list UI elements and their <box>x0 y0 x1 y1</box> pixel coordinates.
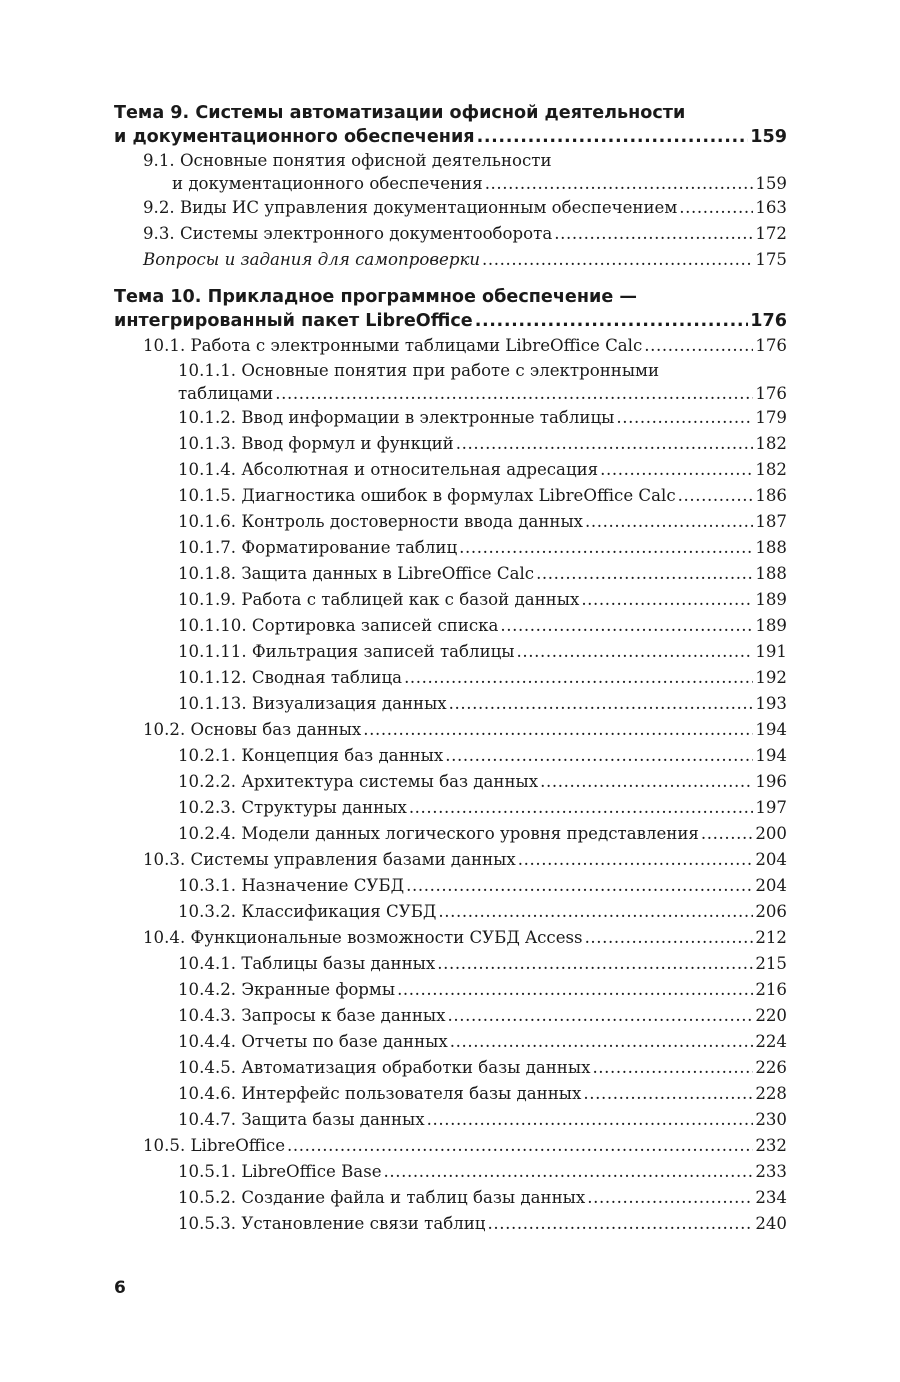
dot-leader <box>587 1185 753 1211</box>
toc-entry-10-4-4 <box>114 1029 787 1055</box>
toc-entry-9-questions <box>114 247 787 273</box>
toc-entry-9-3 <box>114 221 787 247</box>
entry-title: 10.3.2. Классификация СУБД <box>178 902 437 921</box>
toc-entry-10-2-2 <box>114 769 787 795</box>
dot-leader <box>500 613 753 639</box>
dot-leader <box>459 535 753 561</box>
entry-title: 10.2. Основы баз данных <box>143 720 362 739</box>
toc-entry-10-1-11 <box>114 639 787 665</box>
page-ref: 163 <box>755 198 787 217</box>
entry-title: 10.2.4. Модели данных логического уровня представления <box>178 824 699 843</box>
page-ref: 189 <box>755 616 787 635</box>
entry-title: 10.1.13. Визуализация данных <box>178 694 447 713</box>
page-ref: 224 <box>755 1032 787 1051</box>
entry-title: 9.3. Системы электронного документооборота <box>143 224 553 243</box>
topic-title-line1: Тема 10. Прикладное программное обеспечение — <box>114 287 637 307</box>
page-ref: 191 <box>755 642 787 661</box>
dot-leader <box>554 221 753 247</box>
toc-entry-10-1 <box>114 333 787 359</box>
dot-leader <box>456 431 754 457</box>
dot-leader <box>397 977 753 1003</box>
toc-entry-10-2-1 <box>114 743 787 769</box>
toc-entry-10-1-6 <box>114 509 787 535</box>
toc-entry-10-1-5 <box>114 483 787 509</box>
entry-title: 10.1.8. Защита данных в LibreOffice Calc <box>178 564 535 583</box>
page-ref: 193 <box>755 694 787 713</box>
page-ref: 196 <box>755 772 787 791</box>
page-ref: 215 <box>755 954 787 973</box>
entry-title: 10.2.1. Концепция баз данных <box>178 746 444 765</box>
dot-leader <box>678 483 754 509</box>
page-ref: 189 <box>755 590 787 609</box>
entry-title: 10.1.12. Сводная таблица <box>178 668 403 687</box>
dot-leader <box>592 1055 753 1081</box>
dot-leader <box>600 457 753 483</box>
toc-entry-10-3-2 <box>114 899 787 925</box>
page-ref: 176 <box>755 384 787 403</box>
dot-leader <box>583 1081 753 1107</box>
dot-leader <box>450 1029 754 1055</box>
toc-entry-10-1-8 <box>114 561 787 587</box>
dot-leader <box>437 951 753 977</box>
dot-leader <box>363 717 753 743</box>
toc-entry-10-5-2 <box>114 1185 787 1211</box>
dot-leader <box>477 125 749 149</box>
page-ref: 200 <box>755 824 787 843</box>
toc-entry-10-3-1 <box>114 873 787 899</box>
entry-title: 10.4.4. Отчеты по базе данных <box>178 1032 448 1051</box>
entry-title-line2: таблицами <box>178 384 274 403</box>
toc-entry-10-1-2 <box>114 405 787 431</box>
dot-leader <box>701 821 753 847</box>
entry-title: 10.1.3. Ввод формул и функций <box>178 434 454 453</box>
toc-entry-10-1-9 <box>114 587 787 613</box>
toc-entry-10-4-7 <box>114 1107 787 1133</box>
page-ref: 197 <box>755 798 787 817</box>
entry-title-line1: 9.1. Основные понятия офисной деятельности <box>143 151 552 170</box>
topic-title-line1: Тема 9. Системы автоматизации офисной деятельности <box>114 103 686 123</box>
table-of-contents <box>114 98 787 1237</box>
dot-leader <box>445 743 753 769</box>
page-ref: 175 <box>755 250 787 269</box>
dot-leader <box>485 172 754 195</box>
entry-title: 10.2.3. Структуры данных <box>178 798 407 817</box>
dot-leader <box>679 195 753 221</box>
entry-title: 10.4.6. Интерфейс пользователя базы данных <box>178 1084 582 1103</box>
entry-title-line1: 10.1.1. Основные понятия при работе с электронными <box>178 361 660 380</box>
page-ref: 232 <box>755 1136 787 1155</box>
dot-leader <box>536 561 753 587</box>
dot-leader <box>404 665 753 691</box>
entry-title: Вопросы и задания для самопроверки <box>143 250 481 269</box>
entry-title: 10.4. Функциональные возможности СУБД Access <box>143 928 583 947</box>
toc-entry-10-1-12 <box>114 665 787 691</box>
entry-title: 10.1.5. Диагностика ошибок в формулах LibreOffice Calc <box>178 486 676 505</box>
toc-entry-10-2-4 <box>114 821 787 847</box>
toc-entry-10-1-4 <box>114 457 787 483</box>
entry-title: 10.1.9. Работа с таблицей как с базой данных <box>178 590 580 609</box>
dot-leader <box>275 382 753 405</box>
entry-title: 10.1.7. Форматирование таблиц <box>178 538 458 557</box>
page-ref: 216 <box>755 980 787 999</box>
dot-leader <box>447 1003 753 1029</box>
entry-title: 10.5. LibreOffice <box>143 1136 286 1155</box>
entry-title: 10.1. Работа с электронными таблицами LibreOffice Calc <box>143 336 643 355</box>
page-ref: 234 <box>755 1188 787 1207</box>
dot-leader <box>518 847 754 873</box>
dot-leader <box>449 691 754 717</box>
toc-entry-10-5 <box>114 1133 787 1159</box>
dot-leader <box>482 247 753 273</box>
entry-title: 10.1.2. Ввод информации в электронные таблицы <box>178 408 615 427</box>
page-number: 6 <box>114 1278 126 1298</box>
toc-topic-9 <box>114 101 787 149</box>
entry-title: 10.1.11. Фильтрация записей таблицы <box>178 642 515 661</box>
page-ref: 206 <box>755 902 787 921</box>
toc-entry-10-1-13 <box>114 691 787 717</box>
toc-entry-10-1-1 <box>114 359 787 405</box>
dot-leader <box>409 795 754 821</box>
toc-entry-10-5-3 <box>114 1211 787 1237</box>
page-ref: 176 <box>750 311 787 331</box>
page-ref: 182 <box>755 434 787 453</box>
toc-entry-10-3 <box>114 847 787 873</box>
page-ref: 226 <box>755 1058 787 1077</box>
toc-entry-10-1-10 <box>114 613 787 639</box>
entry-title: 10.3.1. Назначение СУБД <box>178 876 405 895</box>
dot-leader <box>581 587 753 613</box>
dot-leader <box>487 1211 753 1237</box>
toc-entry-10-4-2 <box>114 977 787 1003</box>
entry-title-line2: и документационного обеспечения <box>172 174 483 193</box>
topic-title-line2: и документационного обеспечения <box>114 127 475 147</box>
entry-title: 10.4.2. Экранные формы <box>178 980 396 999</box>
page-ref: 220 <box>755 1006 787 1025</box>
entry-title: 10.1.6. Контроль достоверности ввода данных <box>178 512 584 531</box>
toc-entry-10-5-1 <box>114 1159 787 1185</box>
dot-leader <box>616 405 753 431</box>
entry-title: 10.5.2. Создание файла и таблиц базы данных <box>178 1188 586 1207</box>
page-ref: 212 <box>755 928 787 947</box>
dot-leader <box>475 309 749 333</box>
page-ref: 187 <box>755 512 787 531</box>
toc-entry-10-4 <box>114 925 787 951</box>
entry-title: 10.4.5. Автоматизация обработки базы данных <box>178 1058 591 1077</box>
entry-title: 10.4.3. Запросы к базе данных <box>178 1006 446 1025</box>
page-ref: 159 <box>750 127 787 147</box>
toc-topic-10 <box>114 285 787 333</box>
toc-entry-10-4-1 <box>114 951 787 977</box>
page-ref: 228 <box>755 1084 787 1103</box>
page-ref: 230 <box>755 1110 787 1129</box>
toc-entry-9-2 <box>114 195 787 221</box>
page-ref: 194 <box>755 746 787 765</box>
dot-leader <box>585 925 754 951</box>
page-ref: 186 <box>755 486 787 505</box>
toc-entry-10-2-3 <box>114 795 787 821</box>
page-ref: 194 <box>755 720 787 739</box>
toc-entry-10-2 <box>114 717 787 743</box>
toc-entry-10-4-3 <box>114 1003 787 1029</box>
entry-title: 10.2.2. Архитектура системы баз данных <box>178 772 539 791</box>
page-ref: 240 <box>755 1214 787 1233</box>
entry-title: 10.5.3. Установление связи таблиц <box>178 1214 486 1233</box>
page-ref: 182 <box>755 460 787 479</box>
dot-leader <box>438 899 753 925</box>
page-ref: 188 <box>755 538 787 557</box>
page-ref: 188 <box>755 564 787 583</box>
page-ref: 176 <box>755 336 787 355</box>
dot-leader <box>406 873 753 899</box>
page-ref: 159 <box>755 174 787 193</box>
entry-title: 10.5.1. LibreOffice Base <box>178 1162 382 1181</box>
page-ref: 204 <box>755 850 787 869</box>
page-ref: 179 <box>755 408 787 427</box>
dot-leader <box>384 1159 754 1185</box>
page-ref: 172 <box>755 224 787 243</box>
toc-entry-9-1 <box>114 149 787 195</box>
page-ref: 192 <box>755 668 787 687</box>
dot-leader <box>585 509 753 535</box>
entry-title: 10.4.7. Защита базы данных <box>178 1110 425 1129</box>
page-ref: 233 <box>755 1162 787 1181</box>
topic-title-line2: интегрированный пакет LibreOffice <box>114 311 473 331</box>
entry-title: 10.1.4. Абсолютная и относительная адресация <box>178 460 599 479</box>
entry-title: 10.1.10. Сортировка записей списка <box>178 616 499 635</box>
toc-entry-10-4-5 <box>114 1055 787 1081</box>
toc-entry-10-1-3 <box>114 431 787 457</box>
entry-title: 10.4.1. Таблицы базы данных <box>178 954 436 973</box>
page-ref: 204 <box>755 876 787 895</box>
dot-leader <box>287 1133 753 1159</box>
dot-leader <box>644 333 753 359</box>
entry-title: 9.2. Виды ИС управления документационным обеспечением <box>143 198 678 217</box>
dot-leader <box>540 769 753 795</box>
toc-entry-10-1-7 <box>114 535 787 561</box>
dot-leader <box>517 639 754 665</box>
dot-leader <box>427 1107 754 1133</box>
entry-title: 10.3. Системы управления базами данных <box>143 850 516 869</box>
toc-entry-10-4-6 <box>114 1081 787 1107</box>
